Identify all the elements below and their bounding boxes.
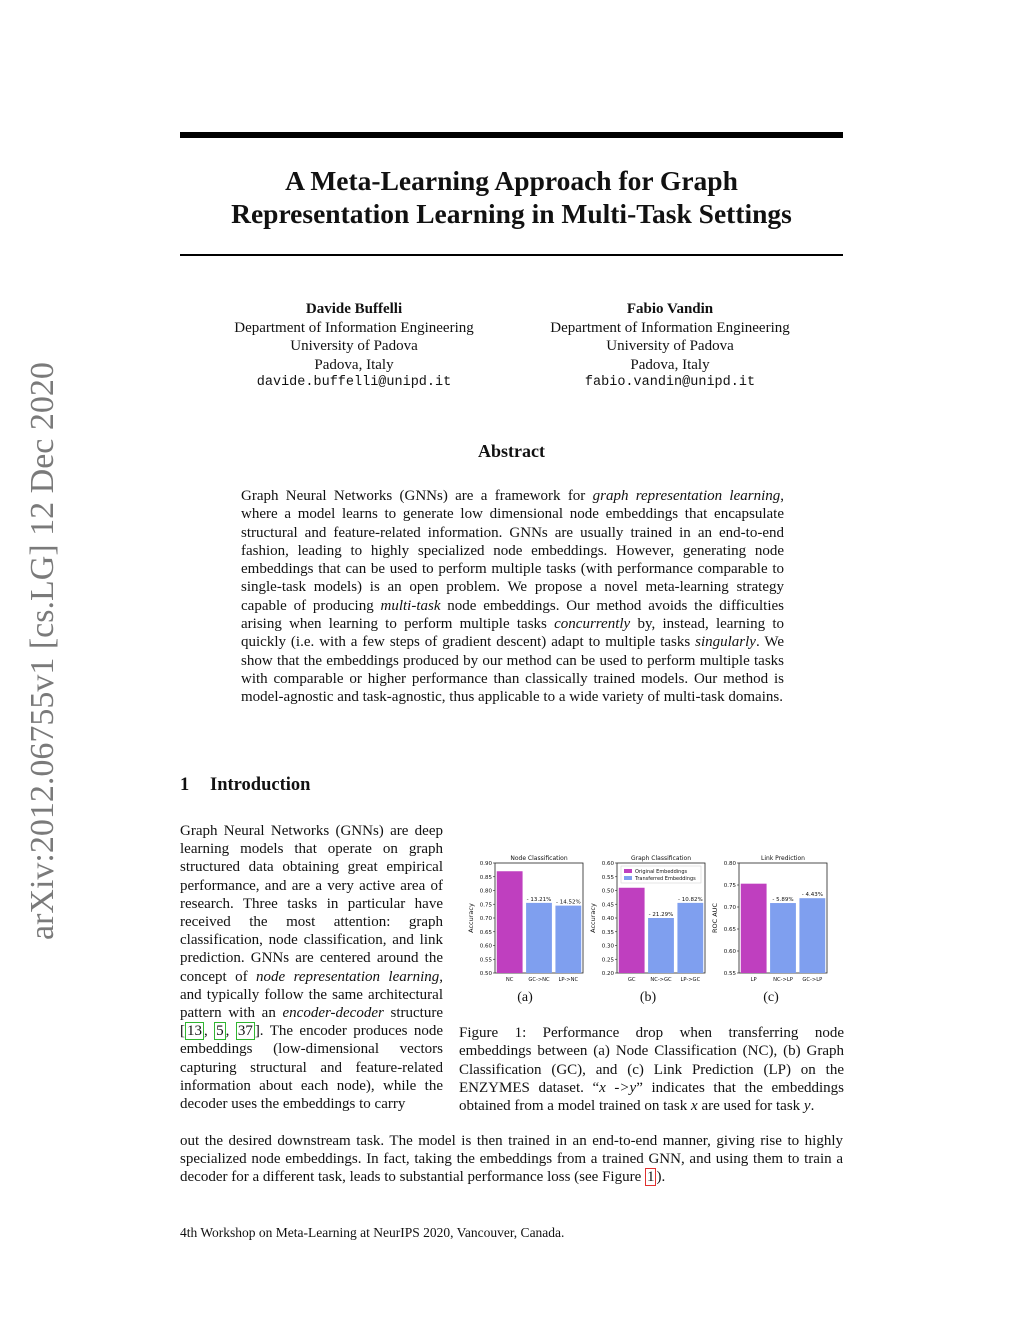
figure-1-charts	[455, 845, 850, 985]
x-tick-label: GC->LP	[802, 977, 823, 983]
arxiv-side-label: arXiv:2012.06755v1 [cs.LG] 12 Dec 2020	[24, 362, 61, 940]
legend-label: Original Embeddings	[635, 869, 688, 875]
bar	[799, 898, 825, 973]
y-tick-label: 0.65	[723, 927, 736, 933]
y-tick-label: 0.45	[601, 902, 614, 909]
author-department: Department of Information Engineering	[550, 319, 790, 336]
y-tick-label: 0.20	[601, 971, 614, 977]
subfigure-label-a: (a)	[517, 990, 533, 1005]
x-tick-label: LP->GC	[680, 977, 701, 983]
title-rule-bottom	[180, 254, 843, 256]
y-tick-label: 0.30	[601, 943, 614, 950]
author-university: University of Padova	[290, 338, 418, 354]
x-tick-label: GC	[627, 977, 636, 983]
abstract-heading: Abstract	[478, 441, 545, 461]
bar-value-label: - 4.43%	[801, 892, 823, 899]
y-tick-label: 0.35	[601, 929, 614, 936]
y-tick-label: 0.60	[601, 861, 614, 867]
section-title: Introduction	[210, 775, 311, 795]
author-email[interactable]: davide.buffelli@unipd.it	[256, 375, 452, 390]
section-heading-introduction	[180, 775, 310, 796]
title-line-2: Representation Learning in Multi-Task Settings	[231, 198, 792, 229]
y-tick-label: 0.90	[479, 861, 492, 867]
y-tick-label: 0.80	[723, 861, 736, 867]
y-tick-label: 0.65	[479, 929, 492, 936]
y-tick-label: 0.40	[601, 916, 614, 922]
bar	[770, 903, 796, 973]
y-tick-label: 0.55	[601, 874, 614, 881]
y-axis-label: Accuracy	[467, 903, 475, 933]
subfigure-label-c: (c)	[763, 990, 779, 1005]
bar	[648, 918, 674, 973]
author-department: Department of Information Engineering	[234, 319, 474, 336]
x-tick-label: NC->LP	[773, 977, 793, 983]
bar	[619, 888, 645, 973]
y-tick-label: 0.80	[479, 888, 492, 895]
author-location: Padova, Italy	[314, 356, 394, 373]
intro-column-text: Graph Neural Networks (GNNs) are deep learning models that operate on graph structured data obtaining great empirical performance, and are a very active area of research. Three tasks in particular have received the most attention: graph classification, node classification, and link prediction. GNNs are centered around the concept of node representation learning, and typically follow the same architectural pattern with an encoder-decoder structure [ 13 , 5 , 37 ]. The encoder produces node embeddings (low-dimensional vectors capturing structural and feature-related information about each node), while the decoder uses the embeddings to carry	[180, 823, 443, 1113]
y-axis-label: Accuracy	[589, 903, 597, 933]
bar-value-label: - 10.82%	[677, 896, 703, 903]
citation-link[interactable]: 37	[237, 1023, 253, 1040]
subfigure-label-b: (b)	[639, 990, 657, 1005]
bar	[677, 903, 703, 973]
y-tick-label: 0.60	[723, 949, 736, 955]
footnote: 4th Workshop on Meta-Learning at NeurIPS 2020, Vancouver, Canada.	[180, 1225, 565, 1240]
legend-label: Transferred Embeddings	[635, 876, 696, 882]
y-tick-label: 0.70	[723, 905, 736, 911]
chart-title: Node Classification	[510, 855, 568, 862]
bar	[741, 884, 767, 973]
author-university: University of Padova	[606, 338, 734, 354]
paper-title	[180, 164, 843, 230]
x-tick-label: NC->GC	[650, 977, 672, 983]
author-location: Padova, Italy	[630, 356, 710, 373]
y-tick-label: 0.85	[479, 874, 492, 881]
y-tick-label: 0.70	[479, 916, 492, 922]
chart-title: Graph Classification	[630, 855, 692, 862]
legend-swatch	[624, 876, 632, 880]
chart-title: Link Prediction	[760, 855, 806, 862]
y-tick-label: 0.50	[601, 888, 614, 895]
x-tick-label: GC->NC	[528, 977, 550, 983]
y-tick-label: 0.25	[601, 957, 614, 964]
x-tick-label: LP	[750, 977, 757, 983]
y-tick-label: 0.75	[479, 902, 492, 909]
bar	[497, 871, 523, 973]
figure-ref-link[interactable]: 1	[646, 1169, 655, 1186]
author-email[interactable]: fabio.vandin@unipd.it	[584, 375, 756, 390]
bar	[555, 906, 581, 973]
citation-link[interactable]: 5	[216, 1023, 224, 1040]
bar-value-label: - 21.29%	[648, 912, 674, 918]
bar-value-label: - 14.52%	[555, 899, 581, 906]
title-rule-top	[180, 132, 843, 138]
x-tick-label: NC	[505, 977, 514, 983]
citation-link[interactable]: 13	[187, 1023, 202, 1040]
y-tick-label: 0.60	[479, 943, 492, 950]
title-line-1: A Meta-Learning Approach for Graph	[285, 165, 738, 196]
author-block-2	[520, 300, 820, 393]
bar-value-label: - 13.21%	[526, 896, 552, 903]
intro-full-width-text: out the desired downstream task. The model is then trained in an end-to-end manner, giving rise to highly specialized node embeddings. In fact, taking the embeddings from a trained GNN, and using them to train a decoder for a different task, leads to substantial performance loss (see Figure 1 ).	[180, 1133, 843, 1186]
author-block-1	[204, 300, 504, 393]
section-number: 1	[180, 775, 190, 795]
x-tick-label: LP->NC	[558, 977, 579, 983]
y-tick-label: 0.55	[479, 957, 492, 964]
bar-value-label: - 5.89%	[772, 897, 794, 904]
y-tick-label: 0.75	[723, 883, 736, 889]
y-axis-label: ROC AUC	[711, 903, 719, 933]
abstract-text: Graph Neural Networks (GNNs) are a framework for graph representation learning, where a model learns to generate low dimensional node embeddings that encapsulate structural and feature-related information. GNNs are usually trained in an end-to-end fashion, leading to highly specialized node embeddings. However, generating node embeddings that can be used to perform multiple tasks (with performance comparable to single-task models) is an open problem. We propose a novel meta-learning strategy capable of producing multi-task node embeddings. Our method avoids the difficulties arising when learning to perform multiple tasks concurrently by, instead, learning to quickly (i.e. with a few steps of gradient descent) adapt to multiple tasks singularly. We show that the embeddings produced by our method can be used to perform multiple tasks with comparable or higher performance than classically trained models. Our method is model-agnostic and task-agnostic, thus applicable to a wide variety of multi-task domains.	[241, 488, 785, 706]
legend-swatch	[624, 869, 632, 873]
y-tick-label: 0.55	[723, 971, 736, 977]
y-tick-label: 0.50	[479, 971, 492, 977]
figure-caption: Figure 1: Performance drop when transferring node embeddings between (a) Node Classification (NC), (b) Graph Classification (GC), and (c) Link Prediction (LP) on the ENZYMES dataset. “x ->y” indicates that the embeddings obtained from a model trained on task x are used for task y.	[459, 1025, 844, 1115]
author-name: Davide Buffelli	[305, 301, 403, 317]
author-name: Fabio Vandin	[626, 301, 714, 317]
bar	[526, 903, 552, 973]
